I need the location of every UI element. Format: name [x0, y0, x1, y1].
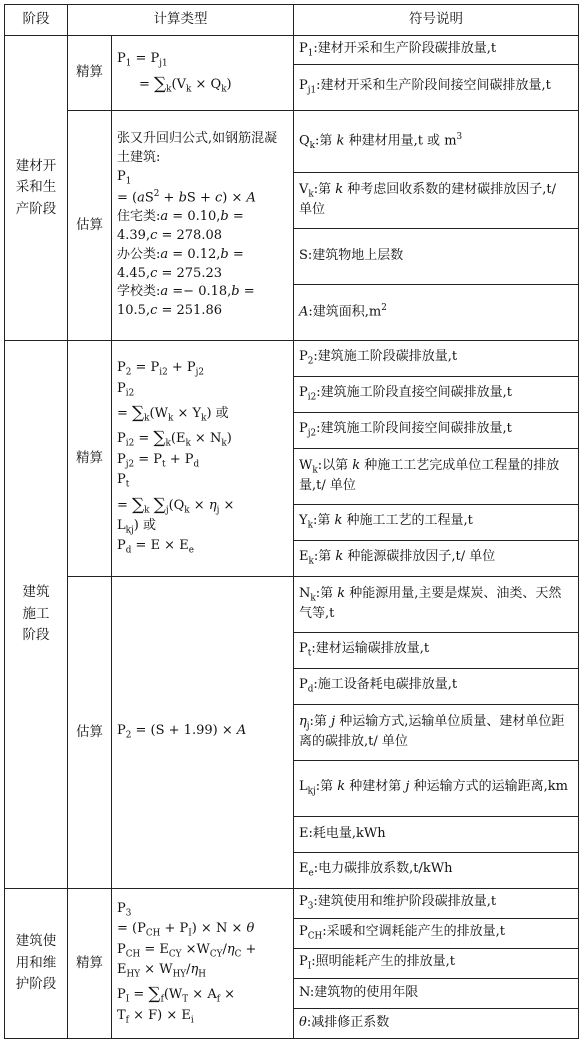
formula-line: $P_t$ [117, 472, 130, 490]
symbol-cell: $N_k$:第 k 种能源用量,主要是煤炭、油类、天然气等,t [294, 577, 579, 633]
symbol-cell: $P_3$:建筑使用和维护阶段碳排放量,t [294, 889, 579, 919]
formula-line: $E_{HY} \times W_{HY}/\eta_H$ [117, 962, 206, 980]
formula-cell [112, 111, 294, 341]
symbol-cell: θ:减排修正系数 [294, 1009, 579, 1039]
symbol-cell: E:耗电量,kWh [294, 817, 579, 853]
formula-cell [112, 341, 294, 577]
formula-line: = $(P_{CH} + P_I) \times N \times \theta$ [117, 921, 255, 939]
symbol-cell: $P_{j2}$:建筑施工阶段间接空间碳排放量,t [294, 413, 579, 449]
calc-type-cell: 估算 [68, 577, 112, 889]
formula-cell [112, 889, 294, 1039]
header-stage: 阶段 [5, 5, 68, 36]
formula-line: $P_2 = (S + 1.99) \times A$ [117, 723, 247, 741]
symbol-cell: S:建筑物地上层数 [294, 229, 579, 285]
formula-line: $P_1 = P_{j1}$ [117, 51, 168, 69]
formula-line: $L_{kj}$) 或 [117, 518, 156, 536]
calc-type-cell: 精算 [68, 36, 112, 111]
symbol-cell: $E_k$:第 k 种能源碳排放因子,t/ 单位 [294, 541, 579, 577]
calc-type-cell: 估算 [68, 111, 112, 341]
symbol-cell: $\eta_j$:第 j 种运输方式,运输单位质量、建材单位距离的碳排放,t/ 单位 [294, 705, 579, 761]
stage-cell: 建筑使用和维护阶段 [5, 889, 68, 1039]
calc-type-cell: 精算 [68, 341, 112, 577]
formula-line: = $\sum_k(W_k \times Y_k)$ 或 [117, 402, 229, 424]
symbol-cell: $W_k$:以第 k 种施工工艺完成单位工程量的排放量,t/ 单位 [294, 449, 579, 505]
table-row [5, 36, 579, 65]
formula-line: = $\sum_k(V_k \times Q_k)$ [139, 73, 232, 95]
formula-line: $P_{i2} = \sum_k(E_k \times N_k)$ [117, 428, 232, 449]
symbol-cell: A:建筑面积$,m^2$ [294, 285, 579, 341]
symbol-cell: $E_e$:电力碳排放系数,t/kWh [294, 853, 579, 889]
symbol-cell: $P_d$:施工设备耗电碳排放量,t [294, 669, 579, 705]
header-calc-type: 计算类型 [68, 5, 294, 36]
formula-line: $P_I = \sum_f(W_T \times A_f$ × [117, 984, 236, 1005]
stage-cell: 建筑 施工 阶段 [5, 341, 68, 889]
formula-line: $P_{CH} = E_{CY} \times W_{CY}/\eta_C$ + [117, 941, 257, 960]
formula-line: = ($aS^2$ + bS + c) × A [117, 188, 256, 206]
formula-line: 张又升回归公式,如钢筋混凝土建筑: [117, 130, 278, 165]
formula-line: 学校类:a =− 0.18,b = 10.5,c = 251.86 [117, 284, 255, 319]
table-row [5, 341, 579, 377]
symbol-cell: N:建筑物的使用年限 [294, 979, 579, 1009]
symbol-cell: $V_k$:第 k 种考虑回收系数的建材碳排放因子,t/ 单位 [294, 173, 579, 229]
symbol-cell: $Q_k$:第 k 种建材用量,t 或 $m^3$ [294, 111, 579, 173]
symbol-cell: $P_1$:建材开采和生产阶段碳排放量,t [294, 36, 579, 65]
symbol-cell: $P_2$:建筑施工阶段碳排放量,t [294, 341, 579, 377]
symbol-cell: $P_{i2}$:建筑施工阶段直接空间碳排放量,t [294, 377, 579, 413]
formula-line: 办公类:a = 0.12,b = 4.45,c = 275.23 [117, 246, 244, 281]
formula-line: 住宅类:a = 0.10,b = 4.39,c = 278.08 [117, 209, 244, 243]
table-row [5, 111, 579, 173]
formula-cell [112, 577, 294, 889]
table-row [5, 577, 579, 633]
symbol-cell: $P_{CH}$:采暖和空调耗能产生的排放量,t [294, 919, 579, 949]
formula-line: $T_f \times F) \times E_i$ [117, 1007, 194, 1026]
formula-line: = $\sum_k$ $\sum_j(Q_k \times \eta_j$ × [117, 494, 235, 516]
carbon-emission-table [4, 4, 579, 1039]
header-row [5, 5, 579, 36]
symbol-cell: $P_I$:照明能耗产生的排放量,t [294, 949, 579, 979]
calc-type-cell: 精算 [68, 889, 112, 1039]
formula-line: $P_{i2}$ [117, 380, 135, 399]
symbol-cell: $P_t$:建材运输碳排放量,t [294, 633, 579, 669]
formula-line: $P_d = E \times E_e$ [117, 538, 194, 557]
header-symbol: 符号说明 [294, 5, 579, 36]
symbol-cell: $Y_k$:第 k 种施工工艺的工程量,t [294, 505, 579, 541]
formula-cell [112, 36, 294, 111]
symbol-cell: $L_{kj}$:第 k 种建材第 j 种运输方式的运输距离,km [294, 761, 579, 817]
formula-line: $P_3$ [117, 900, 132, 919]
stage-cell: 建材开采和生产阶段 [5, 36, 68, 341]
formula-line: $P_2 = P_{i2} + P_{j2}$ [117, 360, 204, 378]
symbol-cell: $P_{j1}$:建材开采和生产阶段间接空间碳排放量,t [294, 65, 579, 111]
formula-line: $P_1$ [117, 168, 132, 187]
formula-line: $P_{j2} = P_t + P_d$ [117, 451, 200, 470]
table-row [5, 889, 579, 919]
